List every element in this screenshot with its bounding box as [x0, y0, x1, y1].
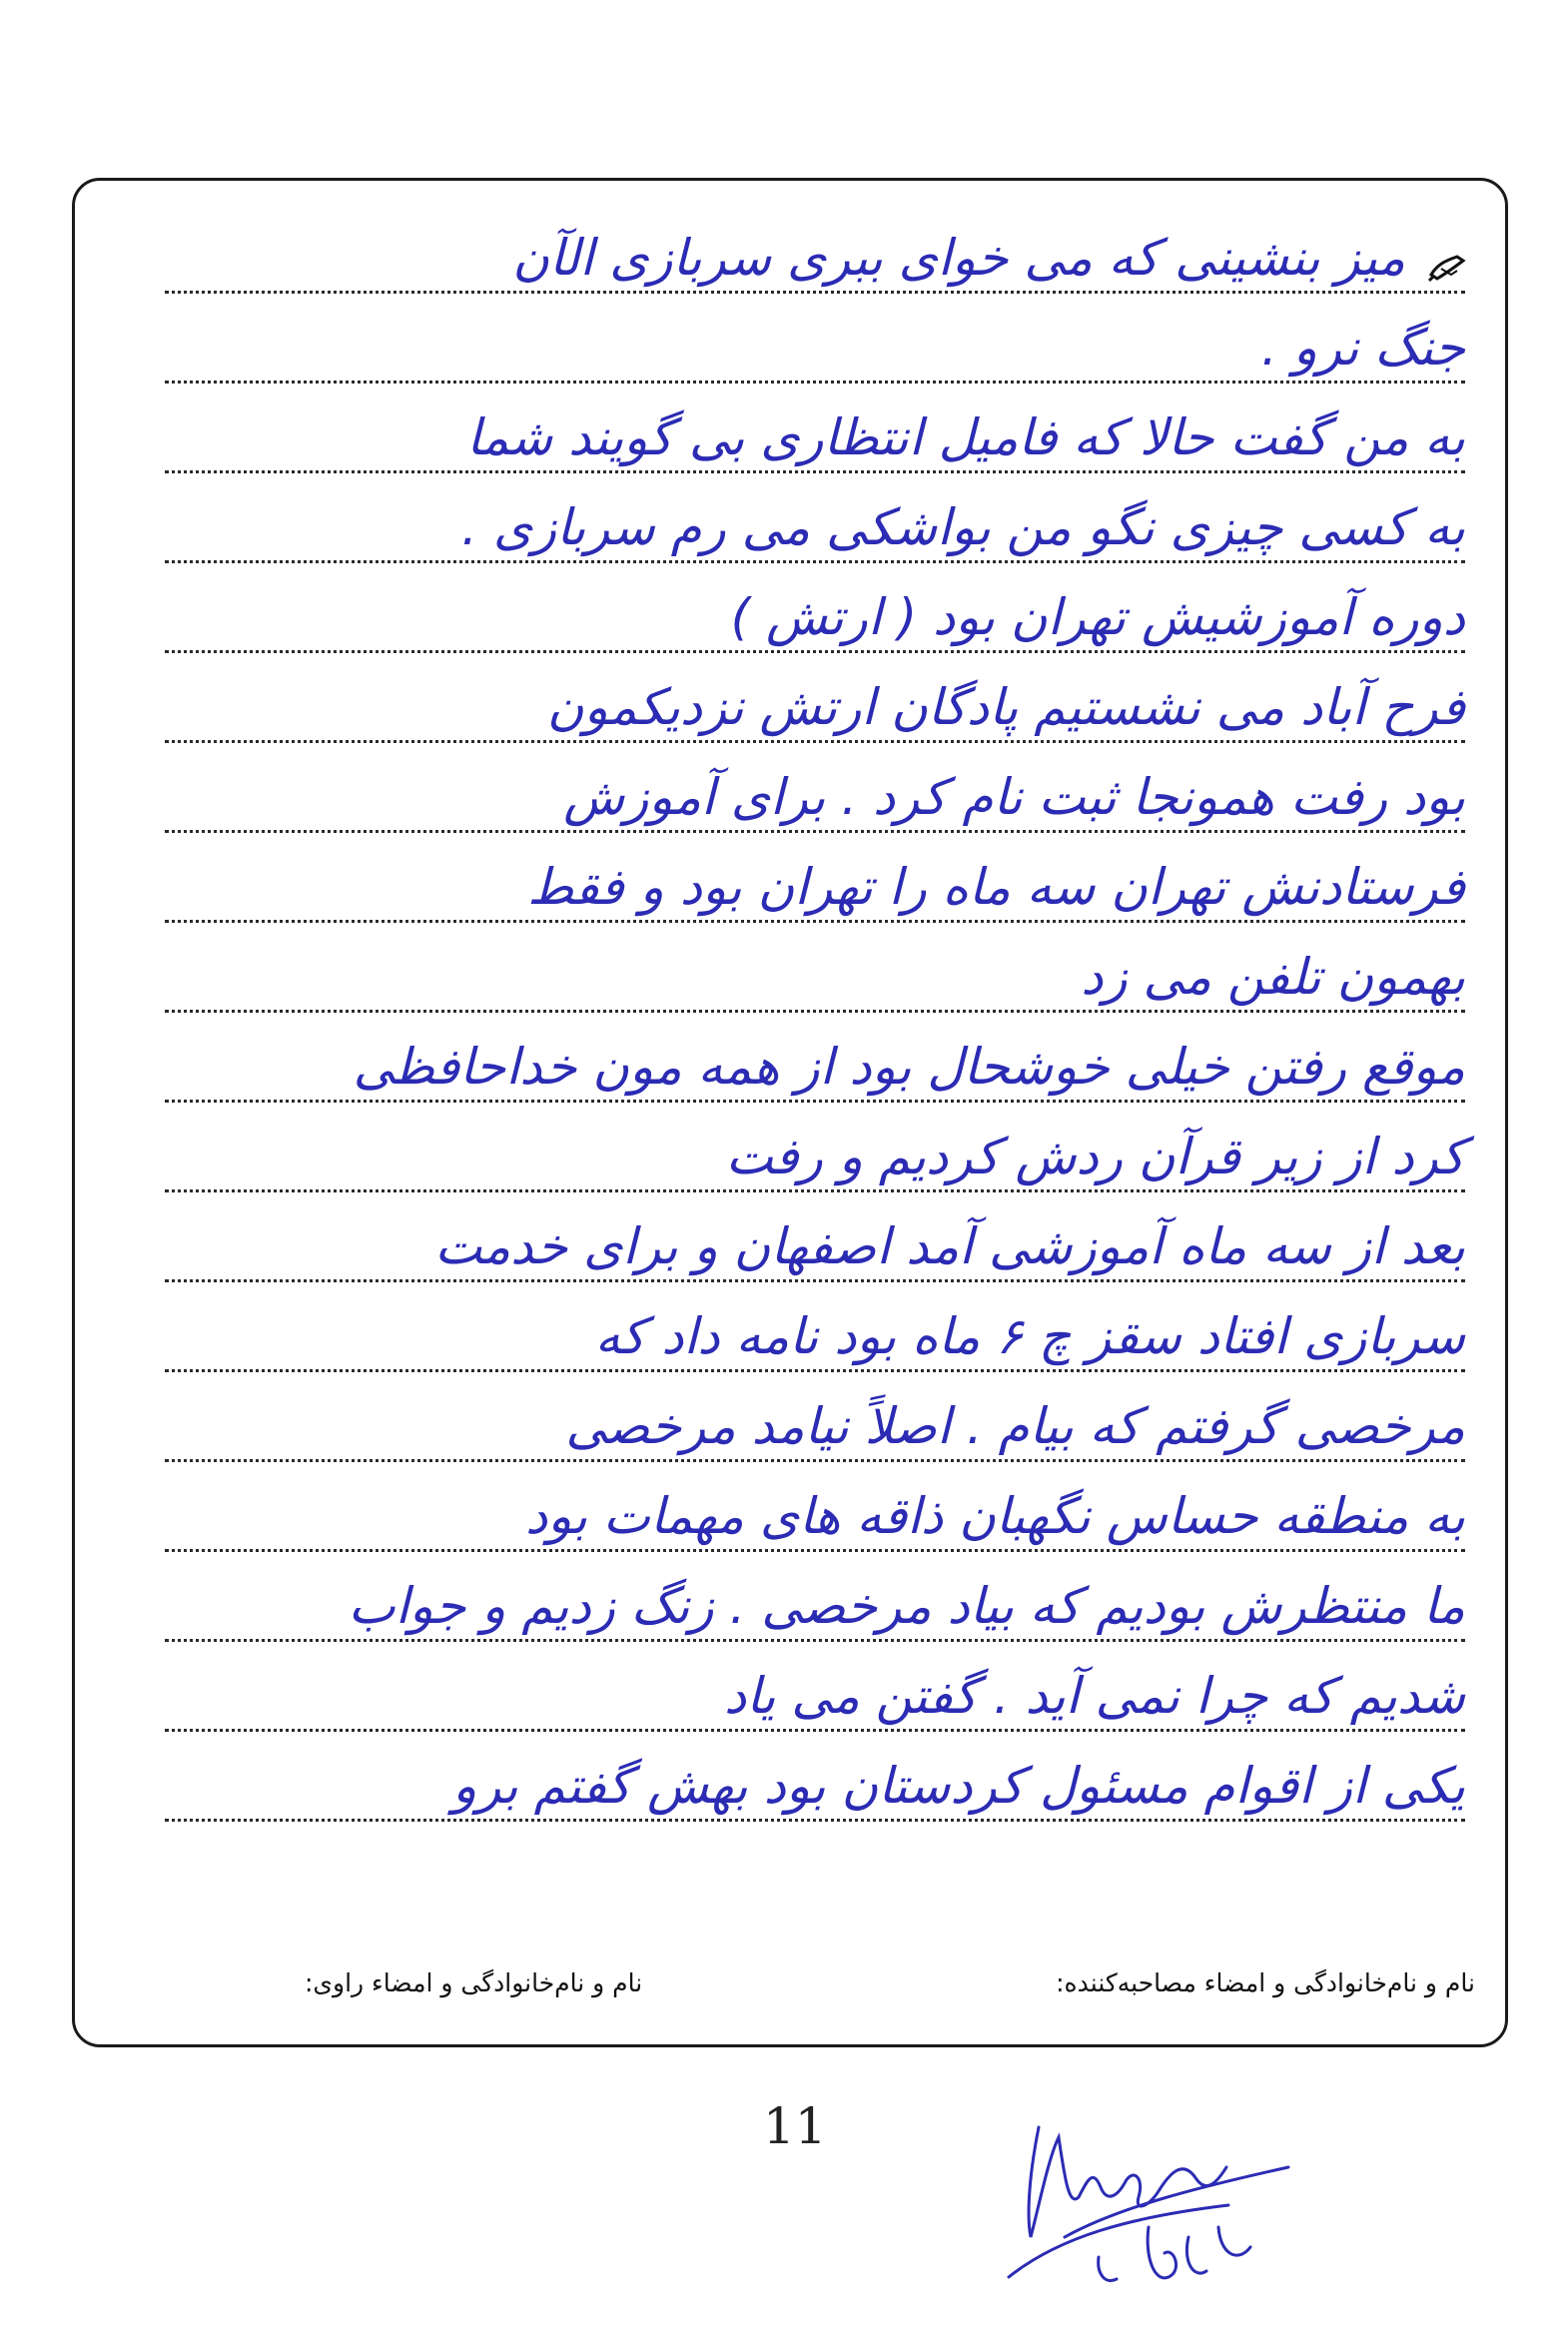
text-line: [165, 381, 1465, 473]
handwritten-text: میز بنشینی که می خوای ببری سربازی الآن: [512, 229, 1405, 287]
handwritten-text: موقع رفتن خیلی خوشحال بود از همه مون خداحافظی: [353, 1038, 1465, 1096]
handwritten-text: سربازی افتاد سقز چ ۶ ماه بود نامه داد که: [594, 1307, 1465, 1365]
handwritten-text: به من گفت حالا که فامیل انتظاری بی گویند شما: [466, 408, 1465, 466]
handwritten-text: شدیم که چرا نمی آید . گفتن می یاد: [723, 1667, 1465, 1725]
handwritten-text: ما منتظرش بودیم که بیاد مرخصی . زنگ زدیم و جواب: [348, 1577, 1465, 1635]
handwritten-text: یکی از اقوام مسئول کردستان بود بهش گفتم برو: [452, 1757, 1465, 1815]
text-line: [165, 740, 1465, 833]
handwritten-signature: [969, 2087, 1328, 2317]
handwritten-text: بهمون تلفن می زد: [1081, 948, 1465, 1006]
handwritten-text: مرخصی گرفتم که بیام . اصلاً نیامد مرخصی: [565, 1397, 1465, 1455]
page-frame: [72, 178, 1508, 2047]
text-line: [165, 1279, 1465, 1372]
handwritten-text: جنگ نرو .: [1260, 319, 1465, 377]
text-line: [165, 1459, 1465, 1552]
text-line: [165, 201, 1465, 294]
text-line: [165, 650, 1465, 743]
handwritten-text: فرح آباد می نشستیم پادگان ارتش نزدیکمون: [546, 678, 1465, 736]
handwritten-text: دوره آموزشیش تهران بود ( ارتش ): [730, 588, 1465, 646]
text-line: [165, 291, 1465, 384]
handwritten-text: فرستادنش تهران سه ماه را تهران بود و فقط: [527, 858, 1465, 916]
interviewer-label: نام و نام‌خانوادگی و امضاء مصاحبه‌کننده:: [1056, 1968, 1475, 1997]
text-line: [165, 1729, 1465, 1822]
handwritten-text: به منطقه حساس نگهبان ذاقه های مهمات بود: [524, 1487, 1465, 1545]
text-line: [165, 560, 1465, 653]
text-line: [165, 830, 1465, 923]
text-line: [165, 1010, 1465, 1103]
handwritten-text: بعد از سه ماه آموزشی آمد اصفهان و برای خدمت: [434, 1217, 1465, 1275]
handwritten-text: کرد از زیر قرآن ردش کردیم و رفت: [725, 1128, 1465, 1185]
text-line: [165, 1639, 1465, 1732]
page-number: 11: [763, 2097, 827, 2155]
narrator-label: نام و نام‌خانوادگی و امضاء راوی:: [305, 1968, 643, 1997]
text-line: [165, 920, 1465, 1013]
text-line: [165, 1549, 1465, 1642]
handwritten-text: بود رفت همونجا ثبت نام کرد . برای آموزش: [563, 768, 1465, 826]
text-line: [165, 1189, 1465, 1282]
text-line: [165, 1369, 1465, 1462]
handwritten-text: به کسی چیزی نگو من بواشکی می رم سربازی .: [461, 498, 1465, 556]
text-line: [165, 1100, 1465, 1192]
text-line: [165, 470, 1465, 563]
signature-footer: [75, 1968, 1505, 2018]
